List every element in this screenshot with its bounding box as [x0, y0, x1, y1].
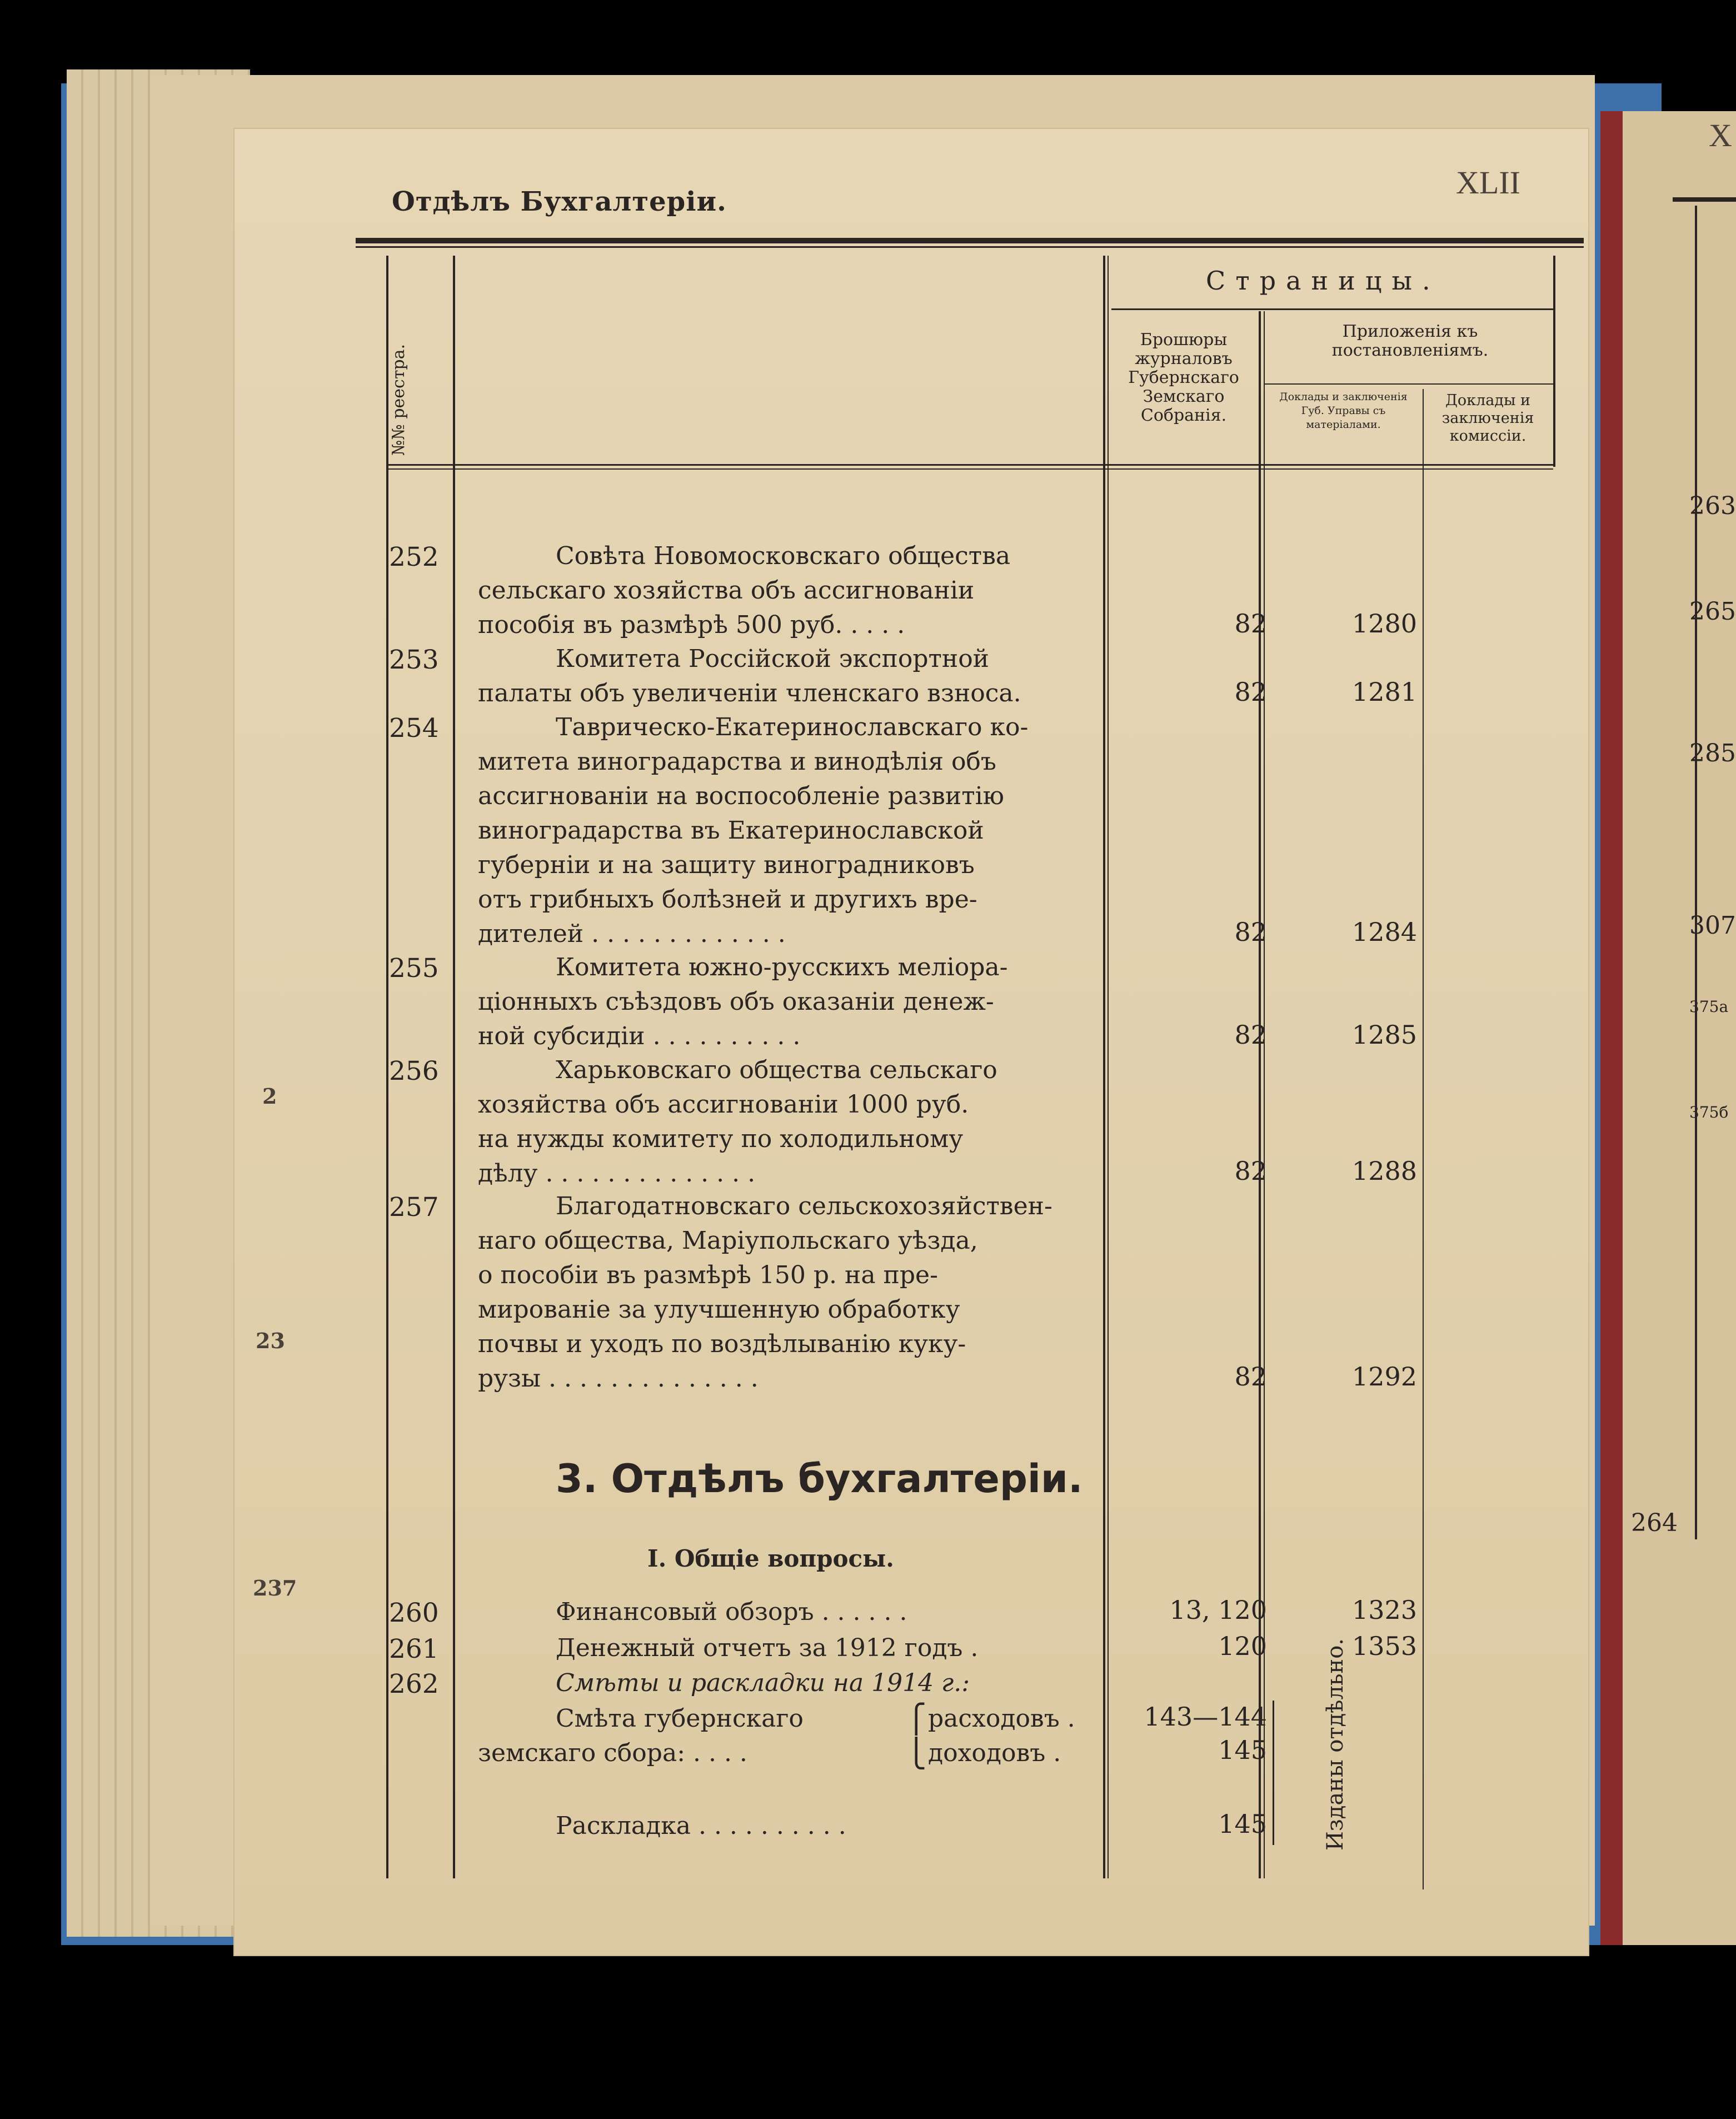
register-column-border [453, 256, 455, 1878]
register-number: 254 [389, 713, 439, 744]
entry-text: Комитета южно-русскихъ мелiора- ціонныхъ съѣздовъ объ оказаніи денеж- ной субсидіи . . . . . . . . . . [478, 953, 1008, 1050]
brace-bottom: ⎩ [906, 1737, 927, 1769]
facing-register-number: 264 [1631, 1509, 1678, 1537]
header-bottom-rule [386, 464, 1553, 466]
register-number: 255 [389, 953, 439, 984]
brochure-page: 82 [1234, 1362, 1267, 1392]
raskladka-line: Раскладка . . . . . . . . . . [556, 1812, 846, 1840]
page-folio: XLII [1456, 164, 1520, 201]
register-number: 262 [389, 1669, 439, 1699]
uprava-page: 1284 [1351, 917, 1417, 947]
margin-number: 2 [262, 1084, 277, 1109]
brochure-page: 82 [1234, 1156, 1267, 1186]
brochure-page: 145 [1218, 1809, 1267, 1839]
estimate-line: Смѣта губернскаго ⎧ расходовъ . [556, 1703, 1075, 1735]
facing-register-number: 307 [1689, 911, 1736, 940]
brochure-page: 13, 120 [1169, 1595, 1267, 1625]
margin-number: 237 [253, 1575, 297, 1601]
section-title: 3. Отдѣлъ бухгалтеріи. [556, 1456, 1083, 1502]
commission-reports-header: Доклады и заключенія комиссіи. [1441, 392, 1534, 445]
uprava-page: 1281 [1351, 677, 1417, 707]
entry-text: Харьковскаго общества сельскаго хозяйства объ ассигнованіи 1000 руб. на нужды комитету по холодильному дѣлу . . . . . . . . . . . . . . [478, 1056, 997, 1188]
facing-page-header: X [1709, 117, 1732, 153]
header-bottom-rule-thin [386, 468, 1553, 470]
table-right-border [1553, 256, 1555, 467]
brace-top: ⎧ [906, 1703, 927, 1735]
uprava-page: 1323 [1351, 1595, 1417, 1625]
facing-register-number: 263 [1689, 492, 1736, 520]
uprava-page: 1353 [1351, 1631, 1417, 1661]
pages-column-header: Страницы. [1206, 266, 1440, 296]
uprava-column-border [1423, 389, 1424, 1889]
entry-text: Таврическо-Екатеринославскаго ко- митета виноградарства и винодѣлія объ ассигнованіи на воспособленіе развитію виноградарства въ Екатеринославской губерніи и на защиту виноградниковъ отъ грибныхъ болѣзней и другихъ вре- дителей . . . . . . . . . . . . . [478, 713, 1029, 948]
brochures-column-header: Брошюры журналовъ Губернскаго Земскаго Собранія. [1128, 330, 1239, 425]
entry-text: Благодатновскаго сельскохозяйствен- наго общества, Маріупольскаго уѣзда, о пособіи въ размѣрѣ 150 р. на пре- мированіе за улучшенную обработку почвы и уходъ по воздѣлыванію куку- рузы . . . . . . . . . . . . . . [478, 1192, 1052, 1393]
brochure-page: 120 [1218, 1631, 1267, 1661]
appendix-header-rule [1264, 383, 1553, 385]
running-title: Отдѣлъ Бухгалтеріи. [392, 186, 727, 217]
register-number: 257 [389, 1192, 439, 1223]
facing-page-rule [1673, 197, 1736, 202]
register-column-header: №№ реестра. [389, 343, 408, 456]
entry-text: Денежный отчетъ за 1912 годъ . [556, 1634, 979, 1662]
header-rule-thin [356, 246, 1584, 248]
uprava-page: 1280 [1351, 609, 1417, 639]
entry-text: Финансовый обзоръ . . . . . . [556, 1598, 907, 1626]
facing-register-number: 375б [1689, 1103, 1729, 1121]
register-number: 252 [389, 542, 439, 572]
facing-page-border [1695, 206, 1697, 1539]
margin-number: 23 [256, 1328, 285, 1353]
uprava-page: 1288 [1351, 1156, 1417, 1186]
entry-text: Комитета Россійской экспортной палаты объ увеличеніи членскаго взноса. [478, 645, 1021, 707]
pages-header-rule [1111, 308, 1553, 310]
facing-page [1623, 111, 1736, 1945]
facing-register-number: 285 [1689, 739, 1736, 767]
estimate-line: земскаго сбора: . . . . ⎩ доходовъ . [478, 1737, 1061, 1769]
brochure-page: 143—144 [1144, 1702, 1267, 1732]
brochure-page: 82 [1234, 1020, 1267, 1050]
entry-text: Смѣты и раскладки на 1914 г.: [556, 1669, 970, 1697]
bracket-line [1273, 1701, 1274, 1845]
register-number: 256 [389, 1056, 439, 1086]
brochure-page: 82 [1234, 677, 1267, 707]
facing-register-number: 265 [1689, 597, 1736, 626]
register-number: 261 [389, 1634, 439, 1664]
appendices-column-header: Приложенія къ постановленіямъ. [1331, 322, 1489, 360]
uprava-reports-header: Доклады и заключенія Губ. Управы съ матеріалами. [1279, 391, 1408, 431]
brochure-page: 82 [1234, 917, 1267, 947]
entry-text: Совѣта Новомосковскаго общества сельскаго хозяйства объ ассигнованіи пособія въ размѣрѣ 500 руб. . . . . [478, 542, 1011, 639]
uprava-page: 1285 [1351, 1020, 1417, 1050]
register-number: 260 [389, 1598, 439, 1628]
register-number: 253 [389, 645, 439, 675]
published-separately-note: Изданы отдѣльно. [1323, 1638, 1348, 1851]
facing-register-number: 375а [1689, 998, 1729, 1016]
subsection-title: I. Общіе вопросы. [647, 1545, 894, 1572]
uprava-page: 1292 [1351, 1362, 1417, 1392]
brochure-page: 145 [1218, 1735, 1267, 1765]
header-rule [356, 238, 1584, 243]
table-left-border [386, 256, 388, 1878]
brochure-page: 82 [1234, 609, 1267, 639]
